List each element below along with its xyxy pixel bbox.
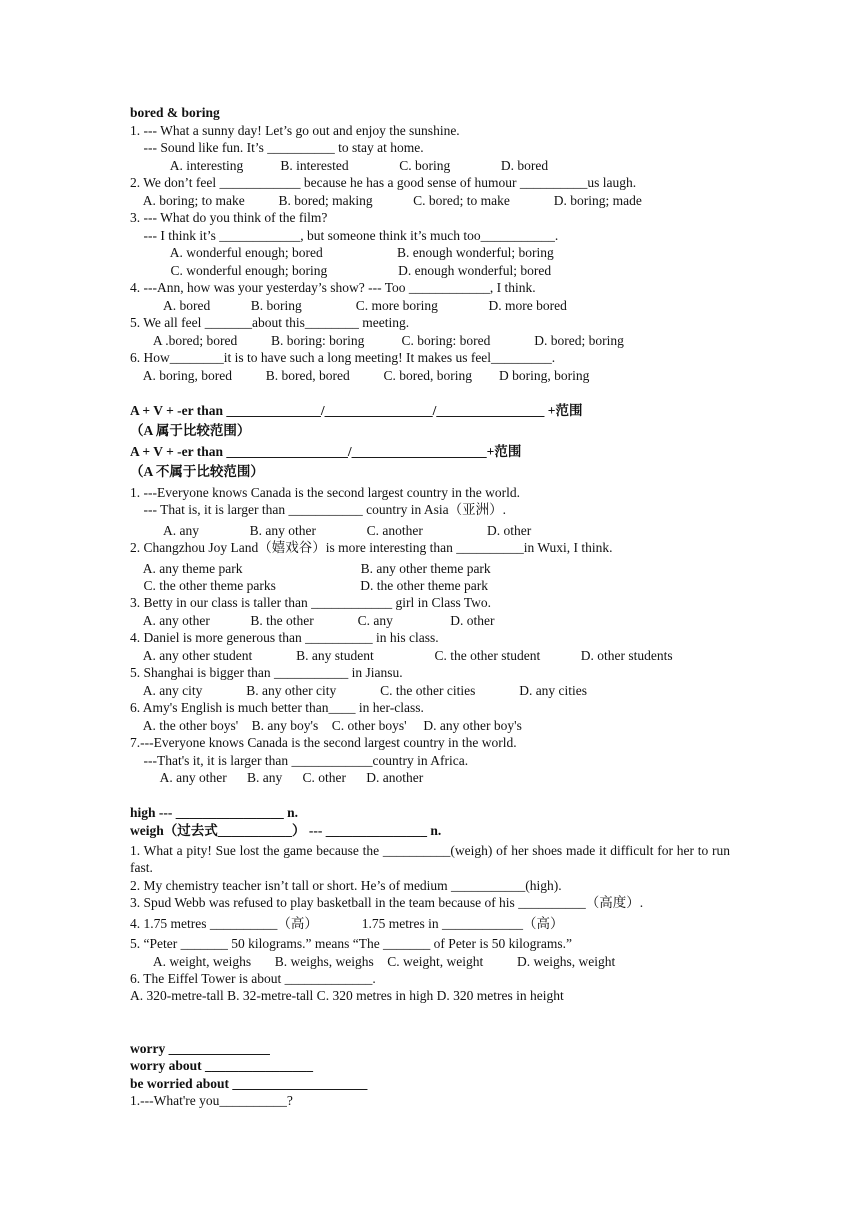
- answer-options: A. any city B. any other city C. the other cities D. any cities: [130, 683, 588, 698]
- answer-options: A. any other B. any C. other D. another: [130, 770, 424, 785]
- question-line: 1. What a pity! Sue lost the game because the __________(weigh) of her shoes made it difficult for her to run fast.: [130, 843, 730, 875]
- question-line: 1. --- What a sunny day! Let’s go out and enjoy the sunshine.: [130, 123, 460, 138]
- question-line: 3. Betty in our class is taller than ____________ girl in Class Two.: [130, 595, 492, 610]
- question-line: 2. My chemistry teacher isn’t tall or short. He’s of medium ___________(high).: [130, 878, 562, 893]
- answer-options: A. bored B. boring C. more boring D. more bored: [130, 298, 567, 313]
- question-line: 3. --- What do you think of the film?: [130, 210, 328, 225]
- answer-options: A. interesting B. interested C. boring D. bored: [130, 158, 549, 173]
- question-line: 6. The Eiffel Tower is about _____________.: [130, 971, 376, 986]
- question-line: 2. We don’t feel ____________ because he has a good sense of humour __________us laugh.: [130, 175, 637, 190]
- question-line: 5. “Peter _______ 50 kilograms.” means “The _______ of Peter is 50 kilograms.”: [130, 936, 573, 951]
- question-line: ---That's it, it is larger than ____________country in Africa.: [130, 753, 469, 768]
- question-line: 3. Spud Webb was refused to play basketball in the team because of his __________（高度）.: [130, 895, 644, 910]
- section-note: （A 不属于比较范围）: [130, 464, 264, 479]
- answer-options: A. boring, bored B. bored, bored C. bored, boring D boring, boring: [130, 368, 590, 383]
- question-line: 6. How________it is to have such a long meeting! It makes us feel_________.: [130, 350, 556, 365]
- section-heading-comparative-1: A + V + -er than ______________/________________/________________ +范围: [130, 403, 583, 418]
- question-line: 5. Shanghai is bigger than ___________ in Jiansu.: [130, 665, 403, 680]
- answer-options: C. wonderful enough; boring D. enough wonderful; bored: [130, 263, 552, 278]
- answer-options: A .bored; bored B. boring: boring C. boring: bored D. bored; boring: [130, 333, 624, 348]
- answer-options: A. the other boys' B. any boy's C. other boys' D. any other boy's: [130, 718, 522, 733]
- question-line: 1.---What're you__________?: [130, 1093, 293, 1108]
- answer-options: A. boring; to make B. bored; making C. bored; to make D. boring; made: [130, 193, 642, 208]
- question-line: 4. ---Ann, how was your yesterday’s show? --- Too ____________, I think.: [130, 280, 536, 295]
- section-heading-high: high --- ________________ n.: [130, 805, 299, 820]
- question-line: --- That is, it is larger than ___________ country in Asia（亚洲）.: [130, 502, 506, 517]
- question-line: 7.---Everyone knows Canada is the second largest country in the world.: [130, 735, 517, 750]
- question-line: 4. 1.75 metres __________（高） 1.75 metres in ____________（高）: [130, 916, 564, 931]
- question-line: 6. Amy's English is much better than____ in her-class.: [130, 700, 424, 715]
- question-line: 1. ---Everyone knows Canada is the second largest country in the world.: [130, 485, 521, 500]
- section-heading-worry: worry _______________: [130, 1041, 270, 1056]
- answer-options: A. any theme park B. any other theme park: [130, 561, 491, 576]
- section-heading-be-worried-about: be worried about ____________________: [130, 1076, 368, 1091]
- section-heading-worry-about: worry about ________________: [130, 1058, 313, 1073]
- answer-options: A. wonderful enough; bored B. enough wonderful; boring: [130, 245, 554, 260]
- section-heading-weigh: weigh（过去式___________） --- _______________ n.: [130, 823, 442, 838]
- answer-options: A. 320-metre-tall B. 32-metre-tall C. 320 metres in high D. 320 metres in height: [130, 988, 564, 1003]
- answer-options: A. weight, weighs B. weighs, weighs C. weight, weight D. weighs, weight: [130, 954, 616, 969]
- section-heading-bored-boring: bored & boring: [130, 105, 220, 120]
- section-heading-comparative-2: A + V + -er than __________________/____________________+范围: [130, 444, 522, 459]
- section-note: （A 属于比较范围）: [130, 423, 251, 438]
- question-line: 5. We all feel _______about this________ meeting.: [130, 315, 410, 330]
- answer-options: A. any other student B. any student C. the other student D. other students: [130, 648, 673, 663]
- question-line: --- I think it’s ____________, but someone think it’s much too___________.: [130, 228, 559, 243]
- question-line: 2. Changzhou Joy Land（嬉戏谷）is more interesting than __________in Wuxi, I think.: [130, 540, 613, 555]
- answer-options: A. any other B. the other C. any D. other: [130, 613, 495, 628]
- question-line: --- Sound like fun. It’s __________ to stay at home.: [130, 140, 424, 155]
- question-line: 4. Daniel is more generous than __________ in his class.: [130, 630, 439, 645]
- answer-options: C. the other theme parks D. the other theme park: [130, 578, 489, 593]
- answer-options: A. any B. any other C. another D. other: [130, 523, 532, 538]
